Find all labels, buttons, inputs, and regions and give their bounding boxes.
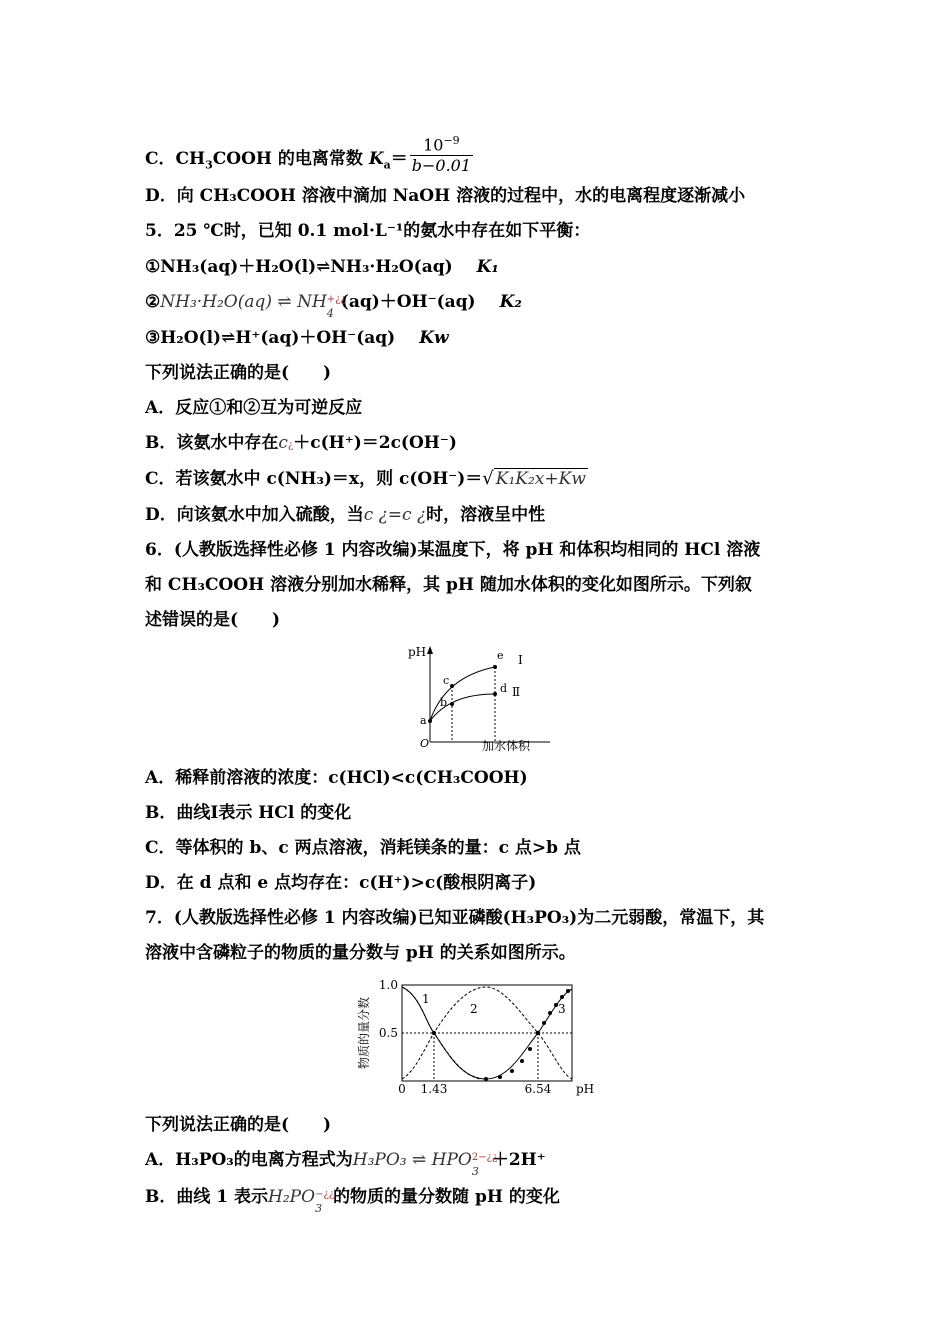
- num-exp: −9: [443, 134, 460, 147]
- question-6-line-2: 和 CH₃COOH 溶液分别加水稀释，其 pH 随加水体积的变化如图所示。下列叙: [145, 575, 752, 595]
- q6-option-b: B．曲线Ⅰ表示 HCl 的变化: [145, 803, 352, 823]
- dot: [510, 1069, 514, 1073]
- x-tick-143: 1.43: [420, 1082, 448, 1096]
- q6-option-a: A．稀释前溶液的浓度：c(HCl)<c(CH₃COOH): [145, 768, 528, 788]
- q5c-prefix: C．若该氨水中 c(NH₃)＝x，则 c(OH⁻)＝: [145, 469, 483, 489]
- q7a-sup: 2−¿¿: [471, 1151, 498, 1163]
- option-c-text: COOH 的电离常数: [212, 149, 369, 170]
- q7a-post: ＋2H⁺: [491, 1150, 546, 1170]
- q5d-math: c ¿=c ¿: [363, 505, 427, 525]
- curve-label-3: 3: [558, 1002, 566, 1016]
- eq3-k: Kw: [419, 328, 449, 348]
- question-7-line-2: 溶液中含磷粒子的物质的量分数与 pH 的关系如图所示。: [145, 943, 576, 963]
- label-c: c: [443, 674, 450, 687]
- eq2-sub: 4: [326, 306, 334, 320]
- equals: ＝: [390, 149, 408, 170]
- origin-label: O: [420, 737, 430, 750]
- q5b-red: ¿: [287, 440, 294, 451]
- q7-option-a: [145, 1149, 546, 1178]
- q6-option-d: D．在 d 点和 e 点均存在：c(H⁺)>c(酸根阴离子): [145, 873, 537, 893]
- option-c-label: C．CH: [145, 149, 206, 170]
- eq2-sup: +¿¿: [326, 293, 346, 305]
- fraction-denominator: b−0.01: [411, 156, 472, 176]
- dot: [542, 1021, 546, 1025]
- q6-option-c: C．等体积的 b、c 两点溶液，消耗镁条的量：c 点>b 点: [145, 838, 581, 858]
- dot: [498, 1075, 502, 1079]
- dot: [566, 989, 570, 993]
- point-d: [493, 692, 497, 696]
- dot: [528, 1047, 532, 1051]
- dot: [548, 1011, 552, 1015]
- eq3-text: ③H₂O(l)⇌H⁺(aq)＋OH⁻(aq): [145, 328, 396, 348]
- eq2-math: NH₃·H₂O(aq) ⇌ NH: [160, 292, 327, 312]
- point-b: [450, 702, 454, 706]
- q7-option-b: [145, 1186, 560, 1215]
- curve-label-2: 2: [470, 1002, 478, 1016]
- q5-option-d: [145, 504, 545, 526]
- equation-3: [145, 327, 449, 349]
- eq2-post: (aq)＋OH⁻(aq): [340, 292, 476, 312]
- x-label: pH: [576, 1082, 595, 1096]
- q7b-sup: −¿¿: [315, 1188, 335, 1200]
- eq2-prefix: ②: [145, 292, 161, 312]
- y-tick-05: 0.5: [378, 1026, 398, 1040]
- q5d-prefix: D．向该氨水中加入硫酸，当: [145, 505, 364, 525]
- question-7-stem: 下列说法正确的是( ): [145, 1115, 332, 1135]
- dot: [520, 1059, 524, 1063]
- point-654: [536, 1031, 540, 1035]
- sqrt-symbol: √: [482, 468, 494, 489]
- q7b-sub: 3: [315, 1201, 323, 1215]
- y-label: 物质的量分数: [357, 996, 371, 1070]
- question-7-line-1: 7．(人教版选择性必修 1 内容改编)已知亚磷酸(H₃PO₃)为二元弱酸，常温下，其: [145, 908, 765, 928]
- ka-symbol: K: [368, 149, 384, 170]
- dot: [484, 1077, 488, 1081]
- subscript: 3: [205, 158, 213, 172]
- option-c-line: [145, 134, 473, 182]
- fraction-numerator: [410, 131, 473, 156]
- label-a: a: [420, 714, 427, 727]
- point-a: [428, 719, 432, 723]
- option-d-line: D．向 CH₃COOH 溶液中滴加 NaOH 溶液的过程中，水的电离程度逐渐减小: [145, 186, 746, 206]
- label-b: b: [440, 696, 448, 709]
- label-curve-II: Ⅱ: [512, 685, 521, 699]
- label-curve-I: Ⅰ: [518, 653, 523, 667]
- q5d-post: 时，溶液呈中性: [426, 505, 546, 525]
- equation-1: [145, 256, 499, 278]
- point-c: [450, 684, 454, 688]
- q7b-post: 的物质的量分数随 pH 的变化: [333, 1187, 560, 1207]
- question-5-title: 5．25 ℃时，已知 0.1 mol·L⁻¹的氨水中存在如下平衡：: [145, 221, 591, 241]
- eq2-k: K₂: [499, 292, 522, 312]
- curve-1-dashed: [402, 987, 480, 1079]
- dot: [560, 995, 564, 999]
- figure-q6: [400, 642, 560, 757]
- q7b-prefix: B．曲线 1 表示: [145, 1187, 269, 1207]
- y-tick-0: 0: [398, 1082, 406, 1096]
- point-e: [493, 665, 497, 669]
- q7a-math: H₃PO₃ ⇌ HPO: [352, 1150, 472, 1170]
- curve-label-1: 1: [422, 992, 430, 1006]
- question-5-stem: 下列说法正确的是( ): [145, 363, 332, 383]
- point-143: [432, 1031, 436, 1035]
- q5b-prefix: B．该氨水中存在: [145, 433, 279, 453]
- q5b-post: ＋c(H⁺)＝2c(OH⁻): [293, 433, 457, 453]
- q5-option-a: A．反应①和②互为可逆反应: [145, 398, 363, 418]
- y-label: pH: [408, 645, 427, 659]
- ka-fraction: [410, 131, 473, 176]
- q5b-c: c: [278, 433, 288, 453]
- label-e: e: [497, 649, 504, 662]
- num-base: 10: [423, 135, 444, 155]
- eq1-k: K₁: [476, 257, 499, 277]
- ka-subscript: a: [383, 158, 391, 172]
- q5-option-c: [145, 468, 588, 490]
- q7a-prefix: A．H₃PO₃的电离方程式为: [145, 1150, 353, 1170]
- q7a-sub: 3: [471, 1164, 479, 1178]
- y-arrow: [427, 646, 433, 654]
- equation-2: [145, 291, 522, 320]
- x-label: 加水体积: [482, 739, 531, 753]
- q7b-math: H₂PO: [268, 1187, 316, 1207]
- figure-q7: [350, 975, 595, 1103]
- question-6-line-1: 6．(人教版选择性必修 1 内容改编)某温度下，将 pH 和体积均相同的 HCl 溶液: [145, 540, 761, 560]
- question-6-line-3: 述错误的是( ): [145, 610, 281, 630]
- y-tick-1: 1.0: [378, 978, 398, 992]
- q5c-radicand: K₁K₂x+Kw: [495, 469, 586, 489]
- label-d: d: [500, 682, 508, 695]
- x-tick-654: 6.54: [524, 1082, 552, 1096]
- eq1-text: ①NH₃(aq)＋H₂O(l)⇌NH₃·H₂O(aq): [145, 257, 453, 277]
- q5-option-b: [145, 432, 457, 457]
